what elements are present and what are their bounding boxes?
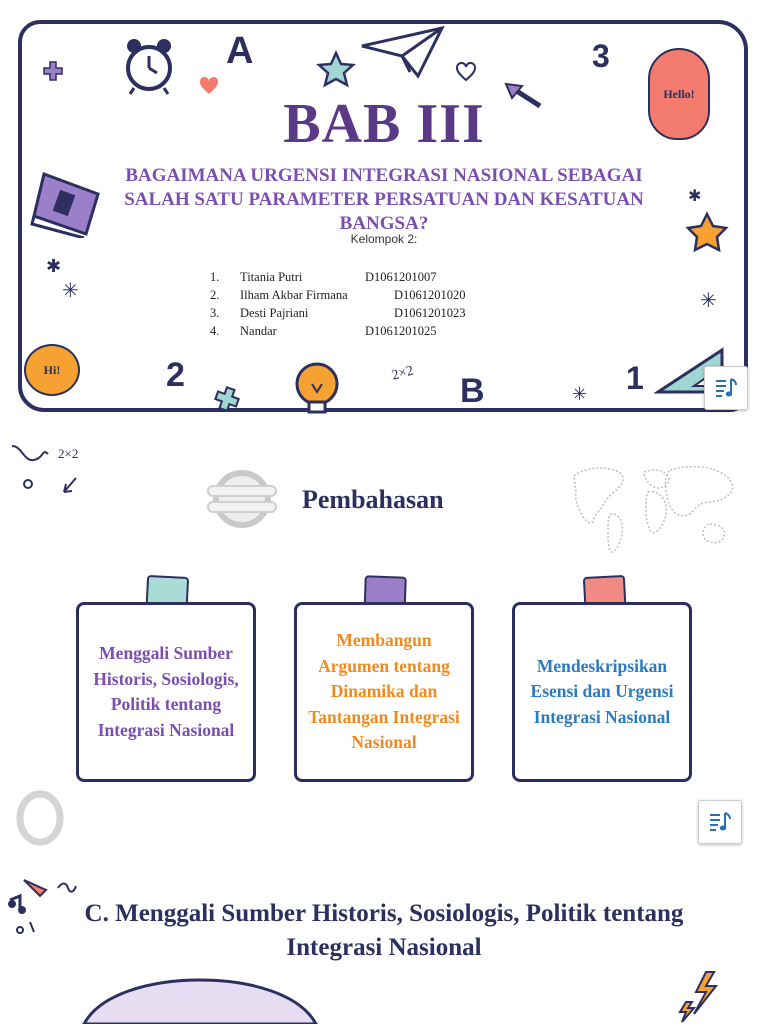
list-item bbox=[210, 322, 510, 340]
ring-icon bbox=[12, 786, 68, 850]
section-heading: C. Menggali Sumber Historis, Sosiologis, Politik tentang Integrasi Nasional bbox=[84, 900, 684, 961]
circle-shape bbox=[80, 978, 320, 1024]
member-nim: D1061201025 bbox=[365, 324, 437, 338]
member-name: Ilham Akbar Firmana bbox=[240, 288, 348, 302]
heart-outline-icon bbox=[455, 62, 477, 82]
audio-button[interactable] bbox=[698, 800, 742, 844]
topic-card-1[interactable] bbox=[76, 602, 256, 782]
svg-text:2×2: 2×2 bbox=[58, 446, 79, 461]
hello-speech-bubble: Hello! bbox=[648, 48, 710, 140]
topic-card-2[interactable] bbox=[294, 602, 474, 782]
member-nim: D1061201020 bbox=[394, 288, 466, 302]
star-icon bbox=[316, 50, 356, 90]
list-item bbox=[210, 268, 510, 286]
list-item bbox=[210, 286, 510, 304]
music-note-icon bbox=[713, 375, 739, 401]
member-nim: D1061201023 bbox=[394, 306, 466, 320]
topic-card-3[interactable] bbox=[512, 602, 692, 782]
group-label: Kelompok 2: bbox=[350, 232, 418, 246]
section-title: Pembahasan bbox=[302, 485, 444, 514]
sparkle-icon: ✳ bbox=[62, 280, 79, 302]
sparkle-icon: ✱ bbox=[46, 256, 62, 276]
member-nim: D1061201007 bbox=[365, 270, 437, 284]
member-name: Nandar bbox=[240, 324, 277, 338]
topic-card-text: Mendeskripsikan Esensi dan Urgensi Integrasi Nasional bbox=[530, 655, 674, 727]
member-number: 3. bbox=[210, 306, 220, 320]
member-number: 1. bbox=[210, 270, 220, 284]
doodle-math: 2×2 bbox=[390, 363, 416, 384]
topic-card-text: Membangun Argumen tentang Dinamika dan Tantangan Integrasi Nasional bbox=[308, 630, 460, 753]
member-number: 4. bbox=[210, 324, 220, 338]
doodle-number-1: 1 bbox=[626, 360, 644, 396]
sparkle-icon: ✱ bbox=[688, 188, 702, 205]
list-item bbox=[210, 304, 510, 322]
sparkle-icon: ✳ bbox=[572, 384, 588, 404]
member-name: Titania Putri bbox=[240, 270, 303, 284]
doodle-letter-b: B bbox=[460, 372, 485, 410]
world-map-icon bbox=[570, 462, 740, 556]
lightning-icon bbox=[676, 970, 728, 1024]
paper-plane-icon bbox=[358, 24, 448, 80]
doodle-number-2: 2 bbox=[166, 356, 185, 394]
page-title: BAB III bbox=[283, 93, 485, 155]
sparkle-icon: ✳ bbox=[700, 290, 717, 312]
hi-speech-bubble: Hi! bbox=[24, 344, 80, 396]
member-number: 2. bbox=[210, 288, 220, 302]
audio-button[interactable] bbox=[704, 366, 748, 410]
doodle-squiggle bbox=[8, 436, 88, 502]
page-subtitle: BAGAIMANA URGENSI INTEGRASI NASIONAL SEBAGAI SALAH SATU PARAMETER PERSATUAN DAN KESATUAN BANGSA? bbox=[124, 165, 644, 234]
member-name: Desti Pajriani bbox=[240, 306, 309, 320]
topic-card-text: Menggali Sumber Historis, Sosiologis, Politik tentang Integrasi Nasional bbox=[93, 643, 239, 740]
doodle-number-3: 3 bbox=[592, 38, 610, 74]
book-icon bbox=[30, 168, 102, 238]
alarm-clock-icon bbox=[112, 30, 182, 100]
plus-icon bbox=[214, 386, 240, 412]
music-note-icon bbox=[707, 809, 733, 835]
member-list bbox=[210, 268, 510, 340]
doodle-letter-a: A bbox=[226, 30, 254, 72]
lightbulb-icon bbox=[290, 358, 344, 424]
ring-icon bbox=[204, 468, 280, 530]
plus-icon bbox=[42, 60, 64, 82]
